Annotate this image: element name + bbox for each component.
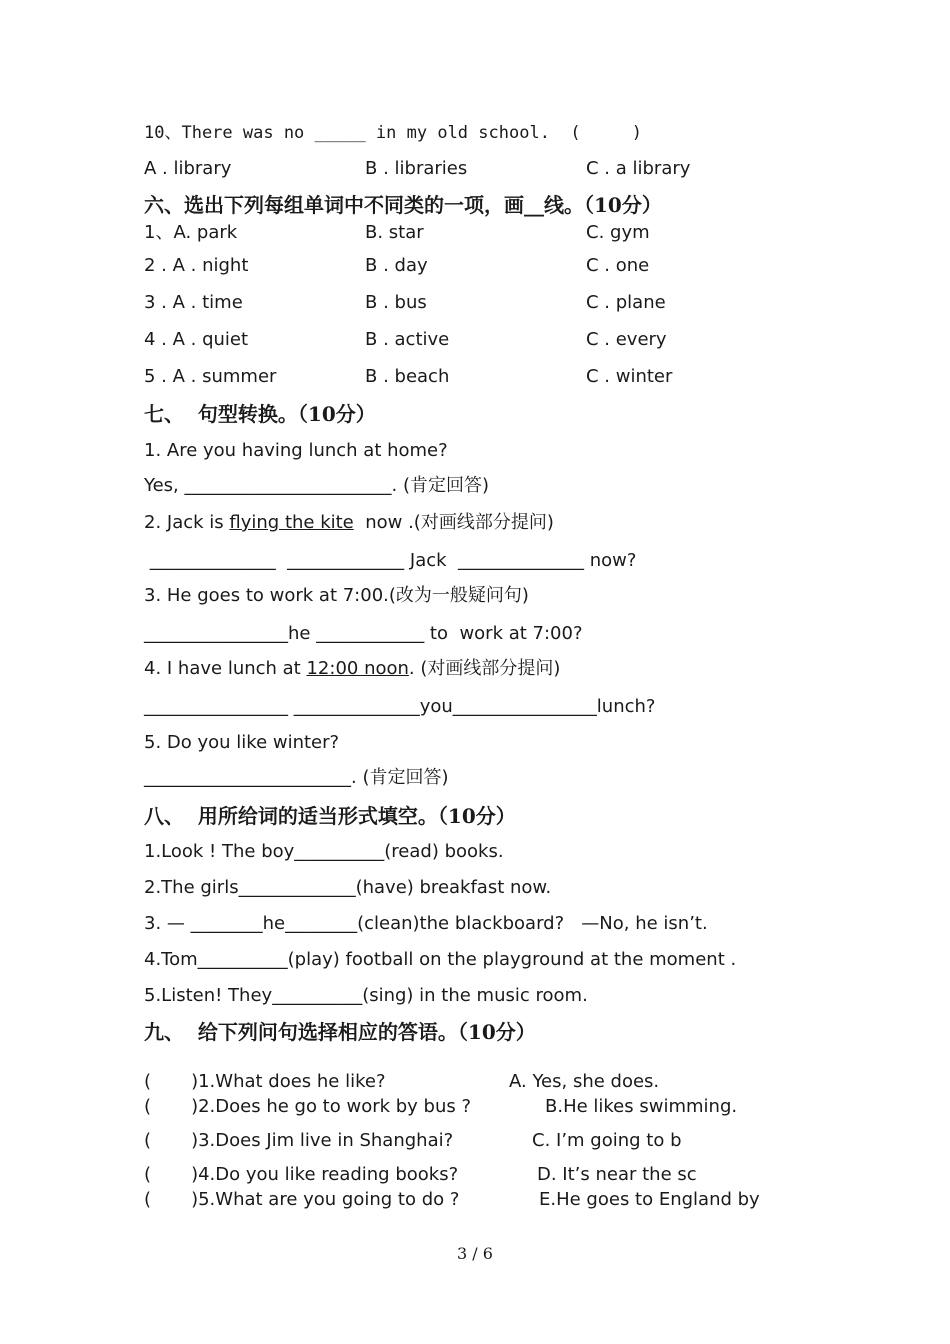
s7-q2-post: now .(对画线部分提问) (353, 512, 554, 533)
s9-q4: ( )4.Do you like reading books? (144, 1164, 459, 1185)
s9-a2: B.He likes swimming. (545, 1096, 738, 1117)
s9-q3: ( )3.Does Jim live in Shanghai? (144, 1130, 454, 1151)
s6-row4-c: C . every (586, 329, 667, 350)
s7-q4-post: . (对画线部分提问) (408, 658, 561, 679)
s6-row4-a: 4 . A . quiet (144, 329, 249, 350)
s9-a3: C. I’m going to b (532, 1130, 682, 1151)
s6-row3-c: C . plane (586, 292, 666, 313)
section-7-heading: 七、 句型转换。（10分） (144, 402, 376, 426)
s9-q1: ( )1.What does he like? (144, 1071, 386, 1092)
s7-q4 (144, 657, 560, 681)
section-9-heading: 九、 给下列问句选择相应的答语。（10分） (144, 1020, 536, 1044)
s7-q3: 3. He goes to work at 7:00.(改为一般疑问句) (144, 585, 529, 606)
q10-stem: 10、There was no _____ in my old school. ( ) (144, 123, 643, 143)
s7-q4-underlined: 12:00 noon (306, 658, 409, 679)
s9-a1: A. Yes, she does. (509, 1071, 660, 1092)
page-number: 3 / 6 (457, 1244, 493, 1263)
s6-row5-c: C . winter (586, 366, 673, 387)
s7-q5-answer: _______________________. (肯定回答) (144, 767, 449, 788)
s9-a5: E.He goes to England by (539, 1189, 760, 1210)
s7-q1: 1. Are you having lunch at home? (144, 440, 448, 461)
s9-a4: D. It’s near the sc (537, 1164, 697, 1185)
s6-row1-a: 1、A. park (144, 222, 238, 243)
s8-item-2: 2.The girls_____________(have) breakfast now. (144, 877, 552, 898)
s8-item-3: 3. — ________he________(clean)the blackboard? —No, he isn’t. (144, 913, 708, 934)
s7-q5: 5. Do you like winter? (144, 732, 340, 753)
s7-q1-answer: Yes, _______________________. (肯定回答) (144, 475, 489, 496)
s6-row3-a: 3 . A . time (144, 292, 243, 313)
q10-option-c: C . a library (586, 158, 691, 179)
s7-q2 (144, 511, 554, 535)
s6-row5-b: B . beach (365, 366, 450, 387)
s6-row3-b: B . bus (365, 292, 427, 313)
s9-q2: ( )2.Does he go to work by bus ? (144, 1096, 472, 1117)
s8-item-4: 4.Tom__________(play) football on the playground at the moment . (144, 949, 737, 970)
s7-q2-pre: 2. Jack is (144, 512, 230, 533)
section-6-heading: 六、选出下列每组单词中不同类的一项，画__线。（10分） (144, 193, 662, 217)
s8-item-1: 1.Look ! The boy__________(read) books. (144, 841, 504, 862)
s6-row4-b: B . active (365, 329, 450, 350)
q10-option-b: B . libraries (365, 158, 468, 179)
s6-row5-a: 5 . A . summer (144, 366, 277, 387)
section-8-heading: 八、 用所给词的适当形式填空。（10分） (144, 804, 516, 828)
s7-q2-underlined: flying the kite (229, 512, 354, 533)
s6-row2-c: C . one (586, 255, 650, 276)
s8-item-5: 5.Listen! They__________(sing) in the music room. (144, 985, 588, 1006)
s7-q4-answer: ________________ ______________you________________lunch? (144, 696, 656, 717)
s6-row1-b: B. star (365, 222, 424, 243)
s6-row2-a: 2 . A . night (144, 255, 249, 276)
s6-row2-b: B . day (365, 255, 428, 276)
s7-q3-answer: ________________he ____________ to work at 7:00? (144, 623, 583, 644)
s7-q2-answer: ______________ _____________ Jack ______________ now? (144, 550, 637, 571)
s6-row1-c: C. gym (586, 222, 650, 243)
s7-q4-pre: 4. I have lunch at (144, 658, 307, 679)
q10-option-a: A . library (144, 158, 232, 179)
s9-q5: ( )5.What are you going to do ? (144, 1189, 460, 1210)
